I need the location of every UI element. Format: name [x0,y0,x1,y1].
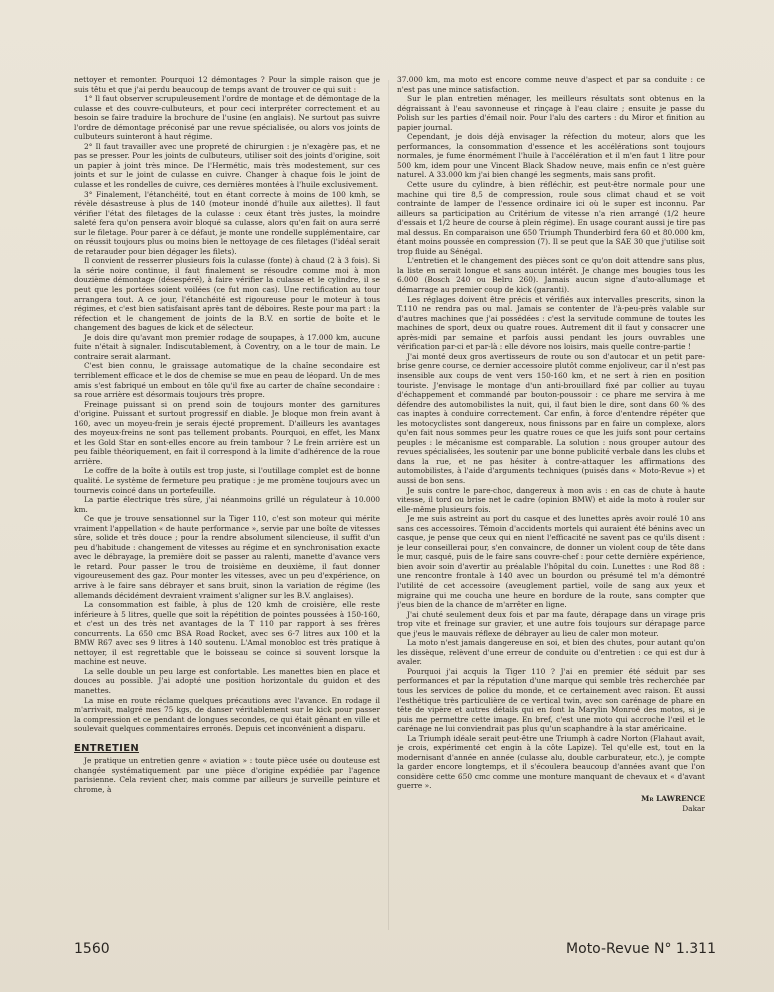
column-divider [388,80,389,930]
paragraph: Pourquoi j'ai acquis la Tiger 110 ? J'ai en premier été séduit par ses performances et par la réputation d'une marque qui semble très recherchée par tous les services de police du monde, et ce certainement avec raison. Et aussi l'esthétique très particulière de ce vertical twin, avec son carénage de phare en tête de vipère et autres détails qui en font la Marylin Monroë des motos, si je puis me permettre cette image. En bref, c'est une moto qui accroche l'œil et le carénage ne lui conviendrait pas plus qu'un scaphandre à la star américaine. [397,666,705,734]
paragraph: Je suis contre le pare-choc, dangereux à mon avis : en cas de chute à haute vitesse, il tord ou brise net le cadre (opinion BMW) et aide la moto à rouler sur elle-même plusieurs fois. [397,485,705,514]
paragraph: Le coffre de la boîte à outils est trop juste, si l'outillage complet est de bonne qualité. Le système de fermeture peu pratique : je me promène toujours avec un tournevis coincé dans un portefeuille. [74,466,380,495]
paragraph: J'ai chuté seulement deux fois et par ma faute, dérapage dans un virage pris trop vite et freinage sur gravier, et une autre fois toujours sur dérapage parce que j'eus le mauvais réflexe de débrayer au lieu de caler mon moteur. [397,609,705,638]
paragraph: Il convient de resserrer plusieurs fois la culasse (fonte) à chaud (2 à 3 fois). Si la série noire continue, il faut finalement se résoudre comme moi à mon douzième démontage (désespéré), à faire vérifier la culasse et le cylindre, il se peut que les portées soient voilées (ce fut mon cas). Une rectification au tour arrangera tout. A ce jour, l'étanchéité est rigoureuse pour le moteur à tous régimes, et c'est bien satisfaisant après tant de déboires. Reste pour ma part : la réfection et le changement de joints de la B.V. en sortie de boîte et le changement des bagues de kick et de sélecteur. [74,256,380,333]
paragraph: 1° Il faut observer scrupuleusement l'ordre de montage et de démontage de la culasse et des couvre-culbuteurs, et pour ceci interpréter correctement et au besoin se faire traduire la brochure de l'usine (en anglais). Ne surtout pas suivre l'ordre de démontage préconisé par une revue spécialisée, ou alors vos joints de culbuteurs suinteront à haut régime. [74,94,380,142]
paragraph: La selle double un peu large est confortable. Les manettes bien en place et douces au possible. J'ai adopté une position horizontale du guidon et des manettes. [74,666,380,695]
paragraph: Les réglages doivent être précis et vérifiés aux intervalles prescrits, sinon la T.110 ne rendra pas ou mal. Jamais se contenter de l'à-peu-près valable sur d'autres machines que j'ai possédées : c'est la servitude commune de toutes les machines de sport, deux ou quatre roues. Autrement dit il faut y consacrer une après-midi par semaine et parfois aussi pendant les jours ouvrables une vérification par-ci et par-là : elle dévore nos loisirs, mais quelle contre-partie ! [397,294,705,352]
paragraph: Ce que je trouve sensationnel sur la Tiger 110, c'est son moteur qui mérite vraiment l'appellation « de haute performance », servie par une boîte de vitesses sûre, solide et très douce ; pour la rendre absolument silencieuse, il suffit d'un peu d'habitude : changement de vitesses au régime et en synchronisation exacte avec le débrayage, la première doit se passer au ralenti, manette d'avance vers le retard. Pour passer le trou de troisième en deuxième, il faut donner vigoureusement des gaz. Pour monter les vitesses, avec un peu d'expérience, on arrive à le faire sans débrayer et sans bruit, sinon la variation de régime (les allemands décidément devraient vraiment s'aligner sur les B.V. anglaises). [74,514,380,600]
left-column [74,75,380,930]
paragraph: Cependant, je dois déjà envisager la réfection du moteur, alors que les performances, la consommation d'essence et les accélérations sont toujours normales, je fume énormément l'huile à l'accélération et il m'en faut 1 litre pour 500 km, idem pour une Vincent Black Shadow neuve, mais enfin ce n'est guère naturel. A 33.000 km j'ai bien changé les segments, mais sans profit. [397,132,705,180]
author-name: Mr LAWRENCE [641,794,705,804]
paragraph: nettoyer et remonter. Pourquoi 12 démontages ? Pour la simple raison que je suis têtu et que j'ai perdu beaucoup de temps avant de trouver ce qui suit : [74,75,380,94]
paragraph: Je pratique un entretien genre « aviation » : toute pièce usée ou douteuse est changée systématiquement par une pièce d'origine expédiée par l'agence parisienne. Cela revient cher, mais comme par ailleurs je surveille peinture et chrome, à [74,756,380,794]
paragraph: La consommation est faible, à plus de 120 kmh de croisière, elle reste inférieure à 5 litres, quelle que soit la répétition de pointes poussées à 150-160, et c'est un des très net avantages de la T 110 par rapport à ses frères concurrents. La 650 cmc BSA Road Rocket, avec ses 6-7 litres aux 100 et la BMW R67 avec ses 9 litres à 140 soutenu. L'Amal monobloc est très pratique à nettoyer, il est regrettable que le boisseau se coince si souvent lorsque la machine est neuve. [74,600,380,667]
paragraph: C'est bien connu, le graissage automatique de la chaîne secondaire est terriblement efficace et le dos de chemise se mue en peau de léopard. Un de mes amis s'est fabriqué un embout en tôle qu'il fixe au carter de chaîne secondaire : sa roue arrière est désormais toujours très propre. [74,361,380,400]
publication-issue: Moto-Revue N° 1.311 [566,941,716,957]
paragraph: J'ai monté deux gros avertisseurs de route ou son d'autocar et un petit pare-brise genre course, ce dernier accessoire plutôt comme enjoliveur, car il n'est pas insensible aux coups de vent vers 150-160 km, et ne sert à rien en position touriste. J'envisage le montage d'un anti-brouillard fixé par collier au tuyau d'échappement et commandé par bouton-poussoir : ce phare me servira à me défendre des automobilistes la nuit, qui, il faut bien le dire, sont dans 60 % des cas inaptes à conduire correctement. Car enfin, à force d'entendre répéter que les motocyclistes sont dangereux, nous finissons par en faire un complexe, alors qu'en fait nous sommes peur les quatre roues ce que les juifs sont pour certains peuples : le mécanisme est comparable. La solution : nous grouper autour des revues spécialisées, les soutenir par une bonne publicité verbale dans les clubs et dans la rue, et ne pas hésiter à contre-attaquer les affirmations des automobilistes, à l'aide d'arguments techniques (puisés dans « Moto-Revue ») et aussi de bon sens. [397,351,705,485]
paragraph: L'entretien et le changement des pièces sont ce qu'on doit attendre sans plus, la liste en serait longue et sans aucun intérêt. Je change mes bougies tous les 6.000 (Bosch 240 ou Belru 260). Jamais aucun signe d'auto-allumage et démarrage au premier coup de kick (garanti). [397,256,705,295]
paragraph: La mise en route réclame quelques précautions avec l'avance. En rodage il m'arrivait, malgré mes 75 kgs, de danser véritablement sur le kick pour passer la compression et ce pendant de longues secondes, ce qui était gênant en ville et soulevait quelques commentaires erronés. Depuis cet inconvénient a disparu. [74,695,380,734]
paragraph: La Triumph idéale serait peut-être une Triumph à cadre Norton (Flahaut avait, je crois, expérimenté cet engin à la côte Lapize). Tel qu'elle est, tout en la modernisant d'année en année (culasse alu, double carburateur, etc.), je compte la garder encore longtemps, et il s'écoulera beaucoup d'années avant que l'on considère cette 650 cmc comme une monture manquant de chevaux et « d'avant guerre ». [397,733,705,791]
paragraph: Cette usure du cylindre, à bien réfléchir, est peut-être normale pour une machine qui tire 8,5 de compression, roule sous climat chaud et se voit contrainte de lamper de l'essence ordinaire ici où le super est inconnu. Par ailleurs sa participation au Critérium de vitesse n'a rien arrangé (1/2 heure d'essais et 1/2 heure de course à plein régime). En usage courant aussi je tire pas mal dessus. En comparaison une 650 Triumph Thunderbird fera 60 et 80.000 km, étant moins poussée en compression (7). Il se peut que la SAE 30 que j'utilise soit trop fluide au Sénégal. [397,180,705,256]
section-heading: ENTRETIEN [74,742,139,754]
author-place: Dakar [682,803,705,813]
paragraph: 3° Finalement, l'étanchéité, tout en étant correcte à moins de 100 kmh, se révèle désastreuse à plus de 140 (moteur inondé d'huile aux ailettes). Il faut vérifier l'état des filetages de la culasse : ceux étant très justes, la moindre saleté fera qu'on pensera avoir bloqué sa culasse, alors qu'en fait on aura serré sur le filetage. Pour parer à ce défaut, je monte une rondelle supplémentaire, car on réussit toujours plus ou moins bien le nettoyage de ces filetages (l'idéal serait de retarauder pour bien dégager les filets). [74,189,380,256]
author-signature [397,794,705,813]
paragraph: 37.000 km, ma moto est encore comme neuve d'aspect et par sa conduite : ce n'est pas une mince satisfaction. [397,75,705,94]
paragraph: Freinage puissant si on prend soin de toujours monter des garnitures d'origine. Puissant et surtout progressif en diable. Je bloque mon frein avant à 160, avec un moyeu-frein je serais éjecté proprement. D'ailleurs les avantages des moyeux-freins ne sont pas tellement probants. Pourquoi, en effet, les Manx et les Gold Star en sont-elles encore au frein tambour ? Le frein arrière est un peu faible théoriquement, en fait il correspond à la limite d'adhérence de la roue arrière. [74,399,380,466]
paragraph: La moto n'est jamais dangereuse en soi, et bien des chutes, pour autant qu'on les dissèque, relèvent d'une erreur de conduite ou d'entretien : ce qui est dur à avaler. [397,638,705,667]
page-number: 1560 [74,941,110,957]
right-column [397,75,705,930]
paragraph: Sur le plan entretien ménager, les meilleurs résultats sont obtenus en la dégraissant à l'eau savonneuse et rinçage à l'eau claire ; ensuite je passe du Polish sur les parties d'émail noir. Pour l'alu des carters : du Miror et finition au papier journal. [397,94,705,132]
paragraph: Je dois dire qu'avant mon premier rodage de soupapes, à 17.000 km, aucune fuite n'était à signaler. Indiscutablement, à Coventry, on a le tour de main. Le contraire serait alarmant. [74,332,380,361]
paragraph: 2° Il faut travailler avec une propreté de chirurgien : je n'exagère pas, et ne pas se presser. Pour les joints de culbuteurs, utiliser soit des joints d'origine, soit un papier à joint très mince. De l'Hermétic, mais très modestement, sur ces joints et sur le joint de culasse en cuivre. Changer à chaque fois le joint de culasse et les rondelles de cuivre, ces dernières montées à l'huile exclusivement. [74,141,380,190]
paragraph: Je me suis astreint au port du casque et des lunettes après avoir roulé 10 ans sans ces accessoires. Témoin d'accidents mortels qui auraient été bénins avec un casque, je pense que ceux qui en nient l'efficacité ne savent pas ce qu'ils disent : je leur conseillerai pour, s'en convaincre, de donner un violent coup de tête dans le mur, casqué, puis de le faire sans couvre-chef : pour cette dernière expérience, bien avoir soin d'avertir au préalable l'hôpital du coin. Lunettes : une Rod 88 : une rencontre frontale à 140 avec un bourdon ou présumé tel m'a démontré l'utilité de cet accessoire (aveuglement partiel, voile de sang aux yeux et migraine qui me coucha une heure en bordure de la route, sans compter que j'eus bien de la chance de m'arrêter en ligne. [397,514,705,610]
paragraph: La partie électrique très sûre, j'ai néanmoins grillé un régulateur à 10.000 km. [74,495,380,514]
